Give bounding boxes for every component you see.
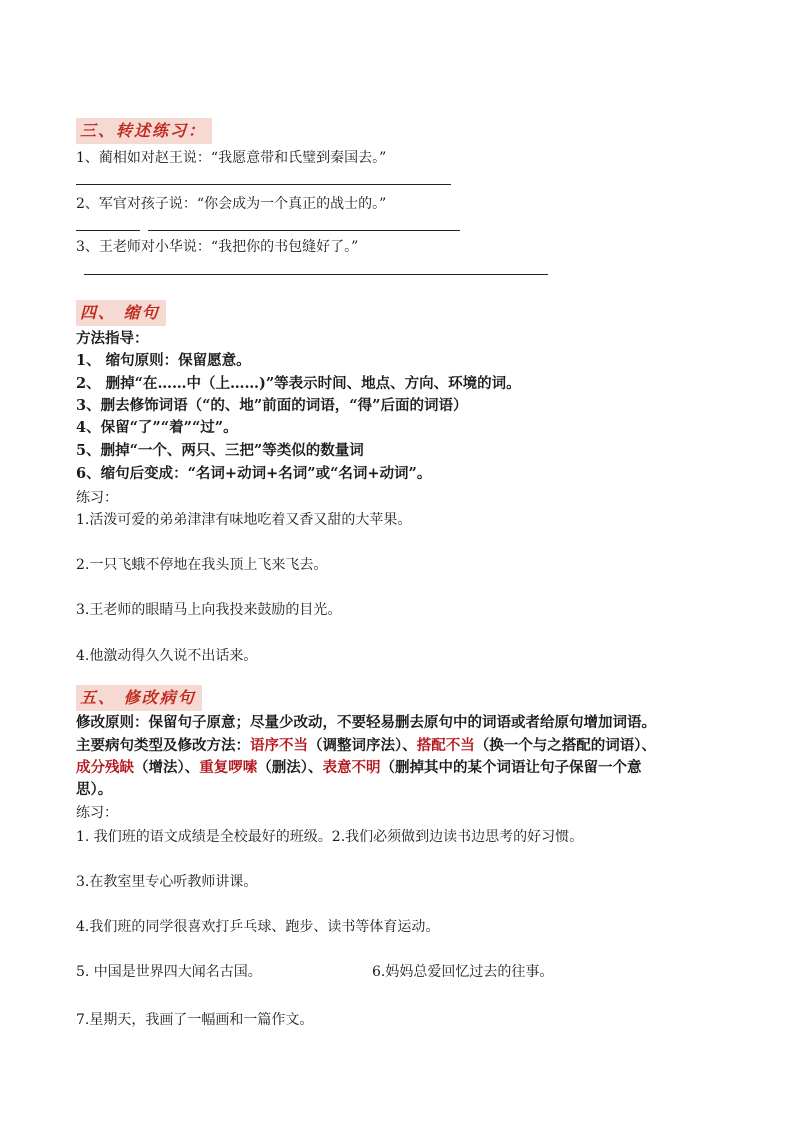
method-1: 1、 缩句原则：保留愿意。 (76, 352, 251, 369)
condense-exercise-4: 4.他激动得久久说不出话来。 (76, 648, 258, 664)
error-types-intro: 主要病句类型及修改方法： (76, 737, 250, 754)
condense-exercise-3: 3.王老师的眼睛马上向我投来鼓励的目光。 (76, 602, 342, 618)
method-6: 6、缩句后变成：“名词+动词+名词”或“名词+动词”。 (76, 465, 432, 482)
error-type-unclear-fix: （删掉其中的某个词语让句子保留一个意 (380, 759, 642, 776)
method-2: 2、 删掉“在……中（上……)”等表示时间、地点、方向、环境的词。 (76, 375, 521, 392)
practice-label-5: 练习： (76, 805, 118, 821)
method-3: 3、删去修饰词语（“的、地”前面的词语，“得”后面的词语） (76, 397, 468, 414)
transfer-item-1: 1、蔺相如对赵王说：“我愿意带和氏璧到秦国去。” (76, 150, 387, 166)
error-type-collocation: 搭配不当 (416, 737, 475, 754)
error-types-line-2 (76, 759, 642, 777)
method-5: 5、删掉“一个、两只、三把”等类似的数量词 (76, 442, 364, 459)
sentence-exercise-6: 6.妈妈总爱回忆过去的往事。 (372, 964, 554, 980)
revision-principle: 修改原则：保留句子原意；尽量少改动，不要轻易删去原句中的词语或者给原句增加词语。 (76, 714, 656, 731)
error-type-missing-fix: （增法）、 (134, 759, 200, 776)
section3-heading: 三、转述练习： (76, 118, 212, 144)
condense-exercise-1: 1.活泼可爱的弟弟津津有味地吃着又香又甜的大苹果。 (76, 512, 412, 528)
error-type-missing: 成分残缺 (76, 759, 134, 776)
section4-heading: 四、 缩句 (76, 300, 166, 326)
sentence-exercise-4: 4.我们班的同学很喜欢打乒乓球、跑步、读书等体育运动。 (76, 919, 440, 935)
sentence-exercise-5: 5. 中国是世界四大闻名古国。 (76, 964, 262, 980)
answer-line-2b (148, 230, 460, 231)
error-types-line-3: 思）。 (76, 781, 113, 798)
transfer-item-2: 2、军官对孩子说：“你会成为一个真正的战士的。” (76, 196, 387, 212)
error-types-line-1 (76, 737, 656, 755)
answer-line-2a (76, 230, 140, 231)
transfer-item-3: 3、王老师对小华说：“我把你的书包缝好了。” (76, 239, 359, 255)
error-type-unclear: 表意不明 (322, 759, 381, 776)
error-type-redundant-fix: （删法）、 (257, 759, 323, 776)
answer-line-3 (84, 274, 548, 275)
answer-line-1 (76, 184, 451, 185)
practice-label-4: 练习： (76, 490, 118, 506)
sentence-exercise-7: 7.星期天，我画了一幅画和一篇作文。 (76, 1012, 314, 1028)
error-type-word-order: 语序不当 (250, 737, 308, 754)
section5-heading: 五、 修改病句 (76, 685, 202, 711)
method-4: 4、保留“了”“着”“过”。 (76, 419, 238, 436)
sentence-exercise-1-2: 1. 我们班的语文成绩是全校最好的班级。2.我们必须做到边读书边思考的好习惯。 (76, 829, 584, 845)
error-type-collocation-fix: （换一个与之搭配的词语）、 (474, 737, 656, 754)
error-type-redundant: 重复啰嗦 (199, 759, 258, 776)
sentence-exercise-3: 3.在教室里专心听教师讲课。 (76, 874, 258, 890)
error-type-word-order-fix: （调整词序法）、 (308, 737, 417, 754)
condense-exercise-2: 2.一只飞蛾不停地在我头顶上飞来飞去。 (76, 557, 328, 573)
method-title: 方法指导： (76, 330, 149, 347)
